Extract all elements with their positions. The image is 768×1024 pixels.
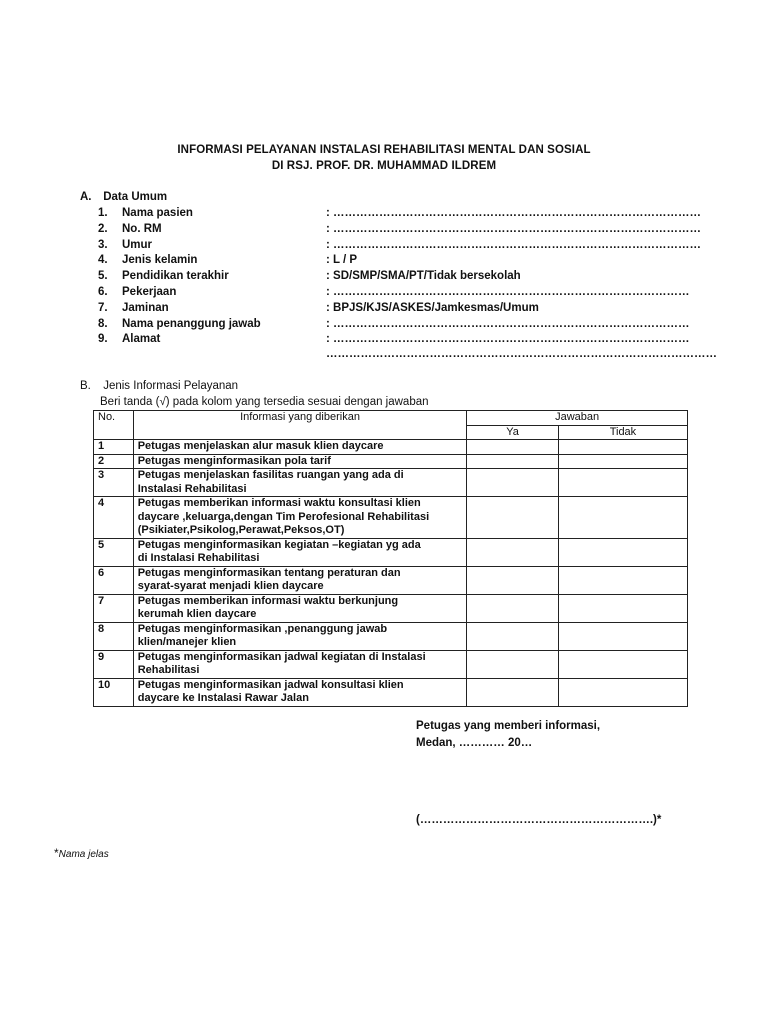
field-number: 7. [98, 301, 108, 314]
row-information [133, 469, 467, 497]
section-a-title: Data Umum [103, 191, 168, 203]
field-row [98, 317, 690, 333]
row-information-line: Rehabilitasi [137, 664, 200, 676]
document-title-line2: DI RSJ. PROF. DR. MUHAMMAD ILDREM [271, 160, 497, 172]
field-label: Pekerjaan [122, 286, 177, 298]
answer-ya-cell[interactable] [467, 594, 559, 622]
section-a-letter: A. [80, 191, 92, 203]
answer-ya-cell[interactable] [467, 497, 559, 539]
field-label: Jenis kelamin [122, 254, 198, 267]
section-a-heading [80, 191, 167, 203]
row-number: 2 [94, 454, 134, 469]
row-information [133, 650, 467, 678]
answer-tidak-cell[interactable] [558, 440, 687, 455]
field-row [98, 333, 690, 348]
row-information [133, 454, 467, 469]
row-number: 10 [94, 678, 134, 706]
answer-ya-cell[interactable] [467, 440, 559, 455]
field-number: 9. [98, 333, 108, 346]
field-number: 4. [98, 254, 108, 267]
instruction-text: Beri tanda (√) pada kolom yang tersedia sesuai dengan jawaban [100, 396, 429, 408]
row-number: 4 [94, 497, 134, 539]
row-information-line: Petugas menginformasikan jadwal kegiatan di Instalasi [137, 650, 426, 663]
footnote [54, 846, 109, 860]
answer-ya-cell[interactable] [467, 650, 559, 678]
row-information-line: Petugas menginformasikan ,penanggung jawab [137, 622, 388, 635]
table-row [94, 678, 688, 706]
row-information [133, 594, 467, 622]
row-number: 5 [94, 538, 134, 566]
row-information [133, 497, 467, 539]
field-number: 3. [98, 238, 108, 251]
field-label: Alamat [122, 333, 161, 346]
signature-line1: Petugas yang memberi informasi, [416, 720, 601, 732]
row-information-line: Petugas menginformasikan jadwal konsultasi klien [137, 678, 404, 691]
header-ya: Ya [467, 425, 559, 440]
signature-date: Medan, ………… 20… [416, 737, 533, 749]
row-information-line: klien/manejer klien [137, 636, 237, 648]
row-information-line: Petugas memberikan informasi waktu konsultasi klien [137, 497, 421, 509]
row-information-line: Petugas menginformasikan pola tarif [137, 454, 331, 467]
answer-tidak-cell[interactable] [558, 497, 687, 539]
answer-tidak-cell[interactable] [558, 454, 687, 469]
footnote-star: * [54, 846, 59, 860]
row-number: 3 [94, 469, 134, 497]
field-number: 2. [98, 222, 108, 235]
field-value[interactable]: : L / P [326, 254, 358, 267]
field-label: Jaminan [122, 301, 169, 314]
answer-tidak-cell[interactable] [558, 469, 687, 497]
answer-tidak-cell[interactable] [558, 538, 687, 566]
row-information [133, 440, 467, 455]
field-label: Nama pasien [122, 207, 193, 219]
row-information-line: Petugas menginformasikan tentang peraturan dan [137, 566, 401, 579]
row-information-line: Petugas menginformasikan kegiatan –kegiatan yg ada [137, 538, 421, 551]
header-jawaban: Jawaban [467, 411, 688, 426]
row-number: 9 [94, 650, 134, 678]
field-number: 6. [98, 286, 108, 298]
answer-ya-cell[interactable] [467, 469, 559, 497]
field-label: Umur [122, 238, 153, 251]
field-number: 1. [98, 207, 108, 219]
document-title-line1: INFORMASI PELAYANAN INSTALASI REHABILITASI MENTAL DAN SOSIAL [177, 144, 591, 156]
field-row [98, 207, 702, 222]
alamat-extra-line: ………………………………………………………………………………………… [326, 348, 717, 360]
row-number: 1 [94, 440, 134, 455]
table-row [94, 469, 688, 497]
row-information-line: (Psikiater,Psikolog,Perawat,Peksos,OT) [137, 524, 345, 536]
row-number: 6 [94, 566, 134, 594]
footnote-text: Nama jelas [58, 849, 109, 860]
row-number: 8 [94, 622, 134, 650]
answer-ya-cell[interactable] [467, 622, 559, 650]
table-row [94, 566, 688, 594]
header-info: Informasi yang diberikan [133, 411, 467, 440]
field-value[interactable]: : ………………………………………………………………………………… [326, 333, 690, 346]
answer-ya-cell[interactable] [467, 538, 559, 566]
field-row [98, 302, 658, 317]
answer-tidak-cell[interactable] [558, 622, 687, 650]
row-information-line: daycare ,keluarga,dengan Tim Perofesional Rehabilitasi [137, 510, 430, 523]
field-value[interactable]: : SD/SMP/SMA/PT/Tidak bersekolah [326, 270, 521, 283]
signature-name-blank: (…………………………………………………….)* [416, 814, 662, 826]
table-row [94, 538, 688, 566]
row-information-line: syarat-syarat menjadi klien daycare [137, 580, 324, 592]
field-value[interactable]: : …………………………………………………………………………………… [326, 222, 702, 235]
field-value[interactable]: : …………………………………………………………………………………… [326, 207, 702, 219]
answer-tidak-cell[interactable] [558, 678, 687, 706]
field-value[interactable]: : BPJS/KJS/ASKES/Jamkesmas/Umum [326, 301, 539, 314]
field-number: 8. [98, 317, 108, 330]
table-row [94, 440, 688, 455]
field-row [98, 238, 702, 254]
section-b-letter: B. [80, 380, 91, 392]
answer-ya-cell[interactable] [467, 678, 559, 706]
row-information-line: Instalasi Rehabilitasi [137, 482, 247, 495]
row-information [133, 538, 467, 566]
field-row [98, 270, 658, 285]
answer-tidak-cell[interactable] [558, 650, 687, 678]
information-table [93, 410, 688, 707]
table-row [94, 497, 688, 539]
row-information-line: kerumah klien daycare [137, 608, 257, 620]
field-value[interactable]: : ………………………………………………………………………………… [326, 317, 690, 330]
field-value[interactable]: : …………………………………………………………………………………… [326, 238, 702, 251]
row-information [133, 678, 467, 706]
section-b-heading [80, 380, 238, 392]
row-information-line: di Instalasi Rehabilitasi [137, 552, 260, 564]
table-row [94, 594, 688, 622]
header-no: No. [94, 411, 134, 440]
row-information [133, 566, 467, 594]
answer-tidak-cell[interactable] [558, 594, 687, 622]
section-b-title: Jenis Informasi Pelayanan [103, 380, 239, 392]
answer-tidak-cell[interactable] [558, 566, 687, 594]
field-label: Pendidikan terakhir [122, 270, 229, 283]
field-number: 5. [98, 270, 108, 283]
field-label: No. RM [122, 222, 162, 235]
row-information [133, 622, 467, 650]
answer-ya-cell[interactable] [467, 566, 559, 594]
field-label: Nama penanggung jawab [122, 317, 261, 330]
table-row [94, 650, 688, 678]
table-row [94, 622, 688, 650]
field-row [98, 254, 658, 269]
table-row [94, 454, 688, 469]
field-row [98, 286, 690, 301]
field-value[interactable]: : ………………………………………………………………………………… [326, 286, 690, 298]
row-information-line: Petugas menjelaskan fasilitas ruangan yang ada di [137, 469, 404, 481]
header-tidak: Tidak [558, 425, 687, 440]
answer-ya-cell[interactable] [467, 454, 559, 469]
row-information-line: daycare ke Instalasi Rawar Jalan [137, 692, 309, 704]
row-number: 7 [94, 594, 134, 622]
row-information-line: Petugas menjelaskan alur masuk klien daycare [137, 440, 384, 452]
field-row [98, 222, 702, 238]
row-information-line: Petugas memberikan informasi waktu berkunjung [137, 594, 399, 607]
